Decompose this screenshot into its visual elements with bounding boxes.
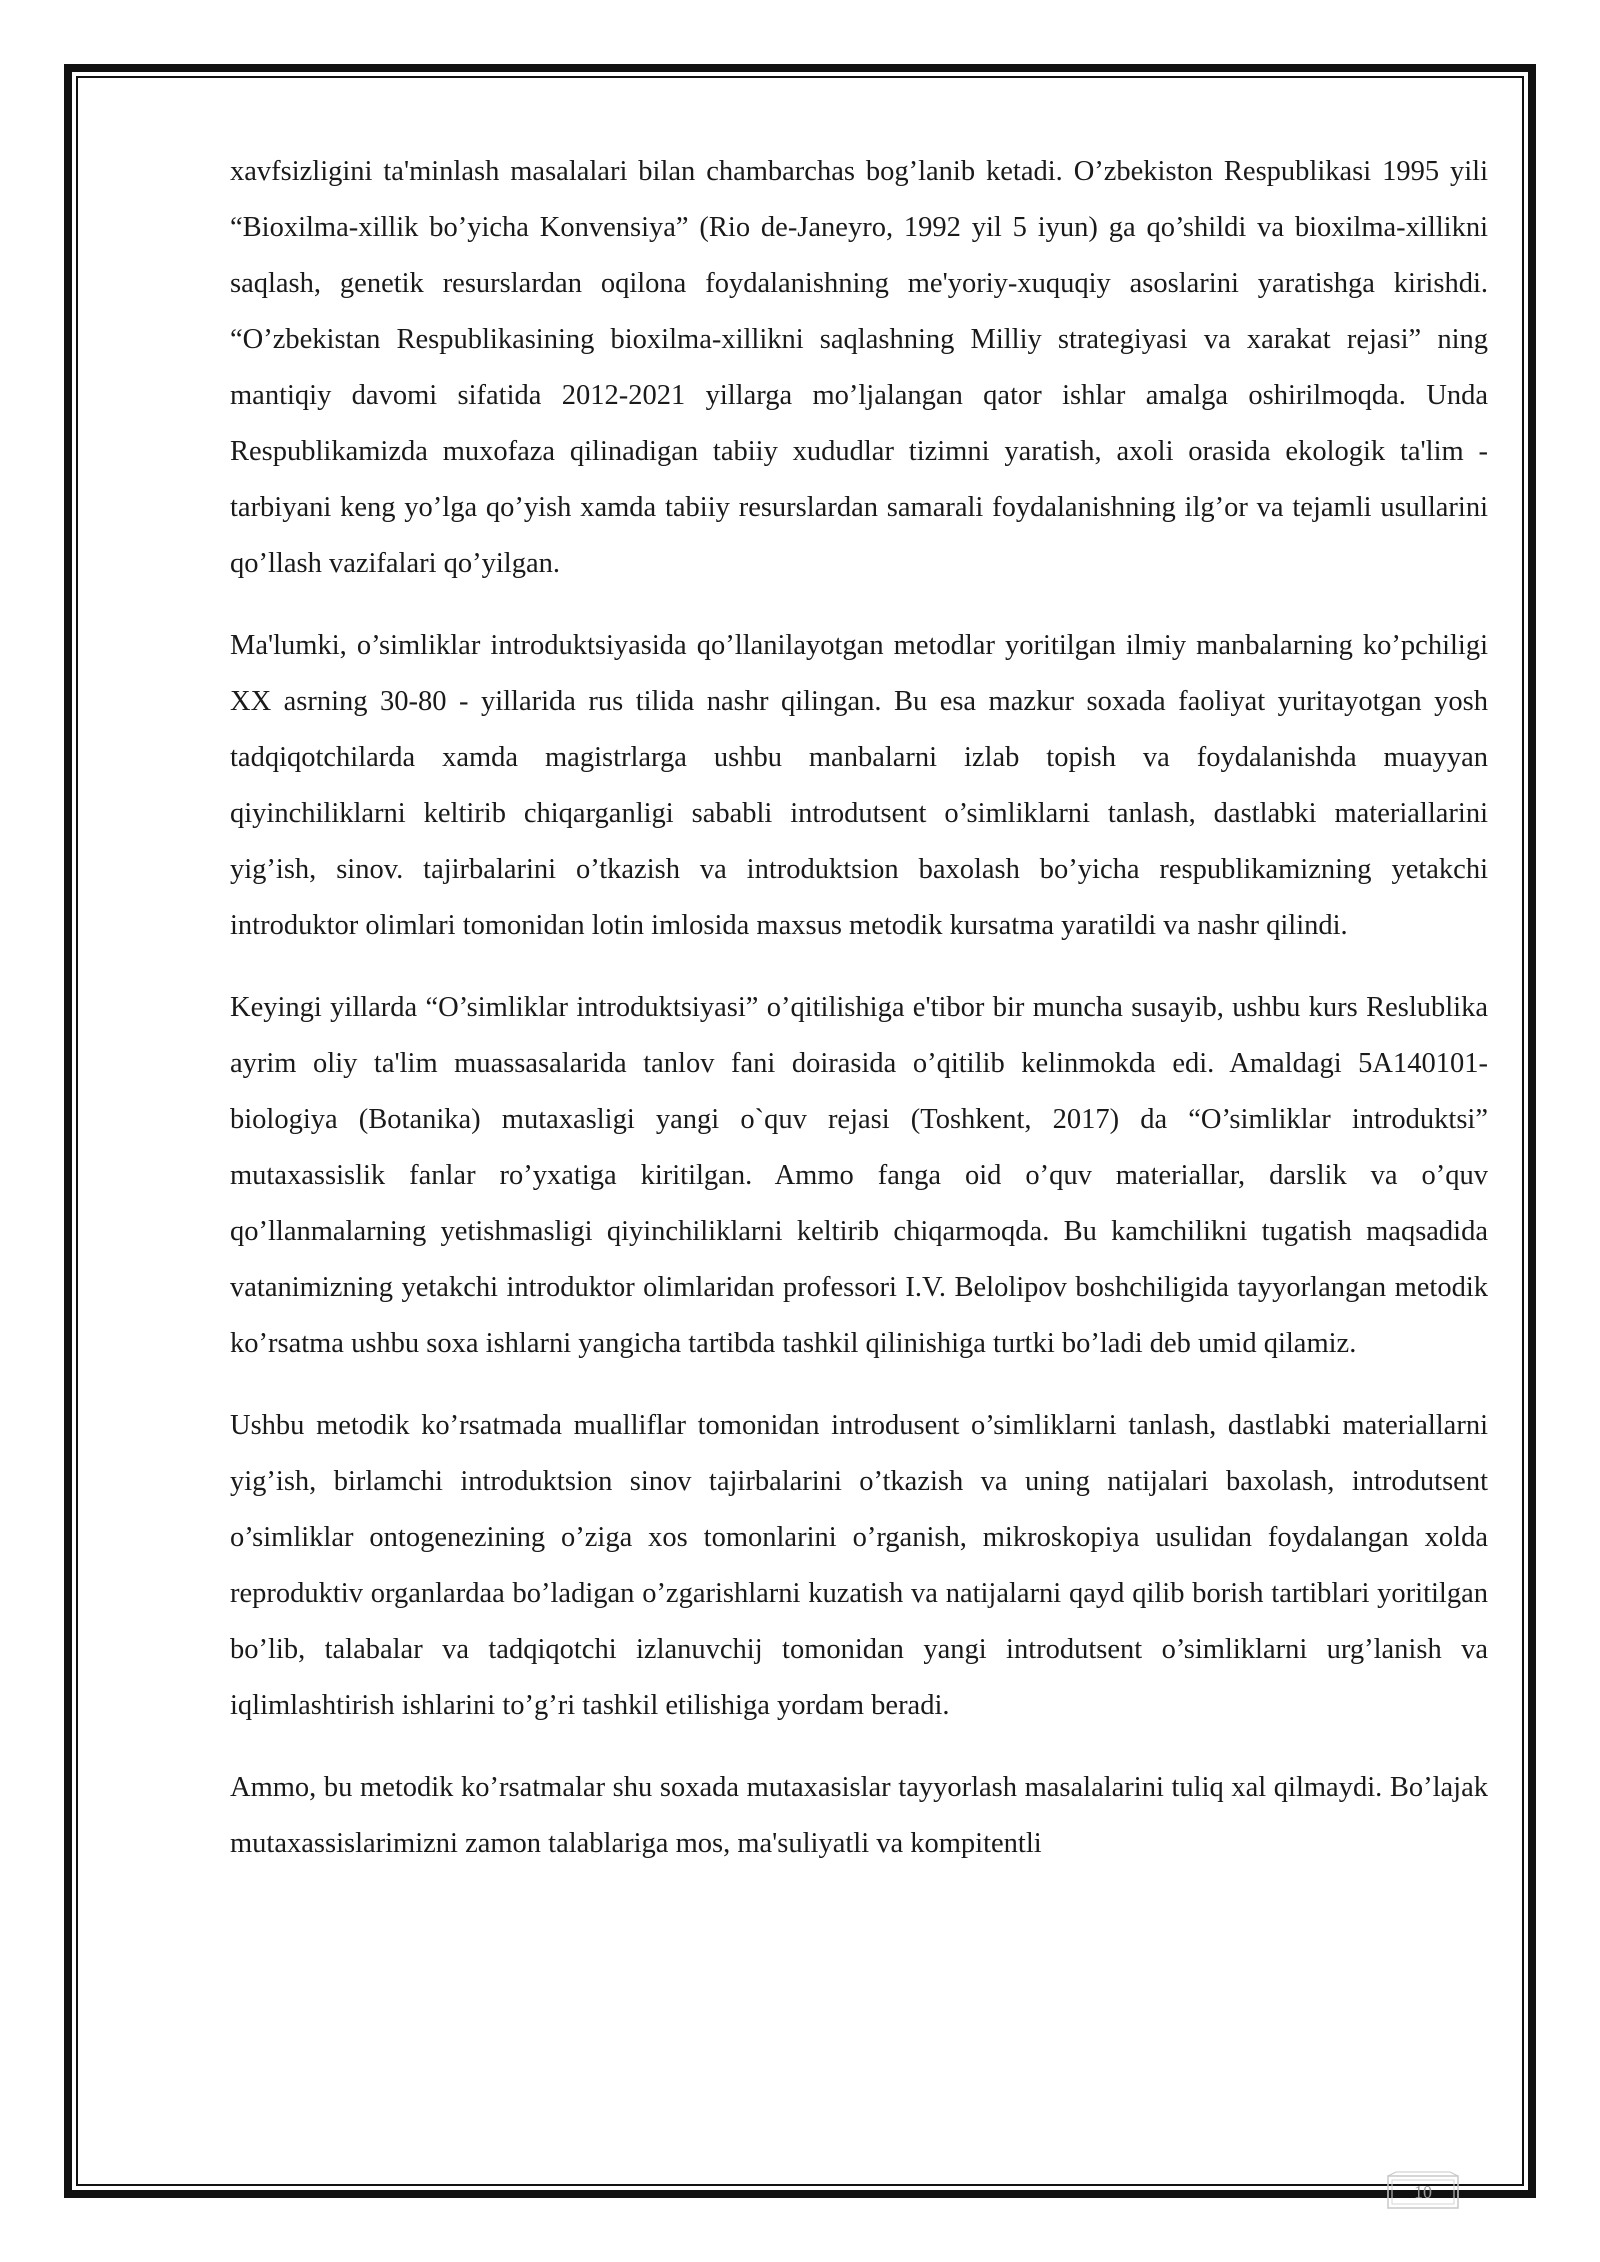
- paragraph-4: Ushbu metodik ko’rsatmada mualliflar tomonidan introdusent o’simliklarni tanlash, dastlabki materiallarni yig’ish, birlamchi introduktsion sinov tajirbalarini o’tkazish va uning natijalari baxolash, introdutsent o’simliklar ontogenezining o’ziga xos tomonlarini o’rganish, mikroskopiya usulidan foydalangan xolda reproduktiv organlardaa bo’ladigan o’zgarishlarni kuzatish va natijalarni qayd qilib borish tartiblari yoritilgan bo’lib, talabalar va tadqiqotchi izlanuvchij tomonidan yangi introdutsent o’simliklarni urg’lanish va iqlimlashtirish ishlarini to’g’ri tashkil etilishiga yordam beradi.: [230, 1410, 1488, 1721]
- page-number: 10: [1414, 2181, 1432, 2202]
- document-body: [230, 144, 1488, 1898]
- page-number-box: [1384, 2170, 1462, 2214]
- paragraph-1: xavfsizligini ta'minlash masalalari bilan chambarchas bog’lanib ketadi. O’zbekiston Respublikasi 1995 yili “Bioxilma-xillik bo’yicha Konvensiya” (Rio de-Janeyro, 1992 yil 5 iyun) ga qo’shildi va bioxilma-xillikni saqlash, genetik resurslardan oqilona foydalanishning me'yoriy-xuquqiy asoslarini yaratishga kirishdi. “O’zbekistan Respublikasining bioxilma-xillikni saqlashning Milliy strategiyasi va xarakat rejasi” ning mantiqiy davomi sifatida 2012-2021 yillarga mo’ljalangan qator ishlar amalga oshirilmoqda. Unda Respublikamizda muxofaza qilinadigan tabiiy xududlar tizimni yaratish, axoli orasida ekologik ta'lim - tarbiyani keng yo’lga qo’yish xamda tabiiy resurslardan samarali foydalanishning ilg’or va tejamli usullarini qo’llash vazifalari qo’yilgan.: [230, 156, 1488, 579]
- paragraph-5: Ammo, bu metodik ko’rsatmalar shu soxada mutaxasislar tayyorlash masalalarini tuliq xal qilmaydi. Bo’lajak mutaxassislarimizni zamon talablariga mos, ma'suliyatli va kompitentli: [230, 1772, 1488, 1859]
- paragraph-2: Ma'lumki, o’simliklar introduktsiyasida qo’llanilayotgan metodlar yoritilgan ilmiy manbalarning ko’pchiligi XX asrning 30-80 - yillarida rus tilida nashr qilingan. Bu esa mazkur soxada faoliyat yuritayotgan yosh tadqiqotchilarda xamda magistrlarga ushbu manbalarni izlab topish va foydalanishda muayyan qiyinchiliklarni keltirib chiqarganligi sababli introdutsent o’simliklarni tanlash, dastlabki materiallarini yig’ish, sinov. tajirbalarini o’tkazish va introduktsion baxolash bo’yicha respublikamizning yetakchi introduktor olimlari tomonidan lotin imlosida maxsus metodik kursatma yaratildi va nashr qilindi.: [230, 630, 1488, 941]
- paragraph-3: Keyingi yillarda “O’simliklar introduktsiyasi” o’qitilishiga e'tibor bir muncha susayib, ushbu kurs Reslublika ayrim oliy ta'lim muassasalarida tanlov fani doirasida o’qitilib kelinmokda edi. Amaldagi 5A140101-biologiya (Botanika) mutaxasligi yangi o`quv rejasi (Toshkent, 2017) da “O’simliklar introduktsi” mutaxassislik fanlar ro’yxatiga kiritilgan. Ammo fanga oid o’quv materiallar, darslik va o’quv qo’llanmalarning yetishmasligi qiyinchiliklarni keltirib chiqarmoqda. Bu kamchilikni tugatish maqsadida vatanimizning yetakchi introduktor olimlaridan professori I.V. Belolipov boshchiligida tayyorlangan metodik ko’rsatma ushbu soxa ishlarni yangicha tartibda tashkil qilinishiga turtki bo’ladi deb umid qilamiz.: [230, 992, 1488, 1359]
